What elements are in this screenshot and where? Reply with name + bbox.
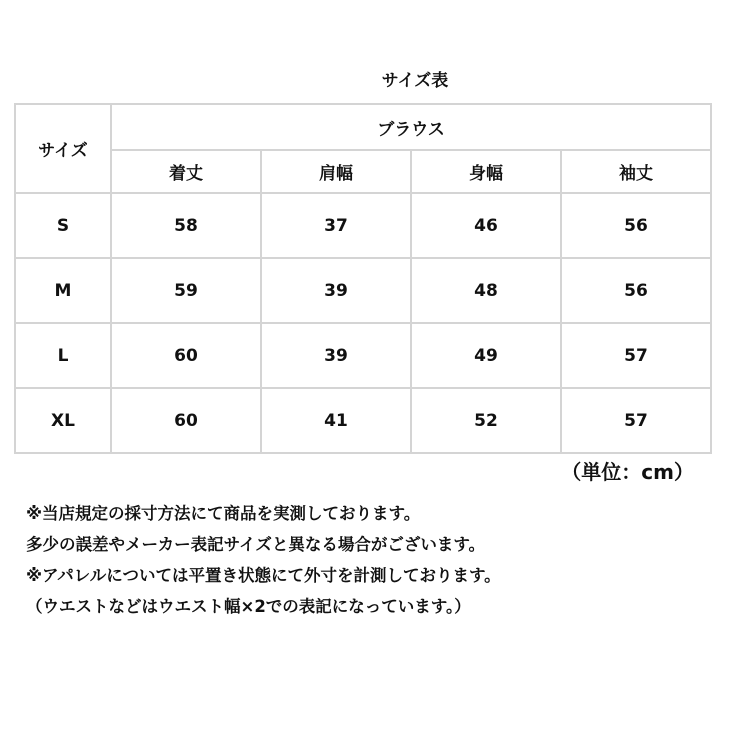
table-cell: 39 <box>261 323 411 388</box>
table-cell: 59 <box>111 258 261 323</box>
column-header-sleeve: 袖丈 <box>561 150 711 193</box>
note-line: ※当店規定の採寸方法にて商品を実測しております。 <box>26 504 421 523</box>
table-cell: 37 <box>261 193 411 258</box>
table-cell: 49 <box>411 323 561 388</box>
table-cell: 39 <box>261 258 411 323</box>
note-line: （ウエストなどはウエスト幅×2での表記になっています。） <box>26 597 471 616</box>
table-cell: 58 <box>111 193 261 258</box>
size-table <box>14 103 712 454</box>
column-header-shoulder: 肩幅 <box>261 150 411 193</box>
table-row <box>15 323 711 388</box>
table-cell: 41 <box>261 388 411 453</box>
note-line: 多少の誤差やメーカー表記サイズと異なる場合がございます。 <box>26 535 486 554</box>
table-cell: 56 <box>561 258 711 323</box>
page-title: サイズ表 <box>381 71 449 91</box>
note-line: ※アパレルについては平置き状態にて外寸を計測しております。 <box>26 566 501 585</box>
table-header-row <box>15 104 711 150</box>
column-header-chest: 身幅 <box>411 150 561 193</box>
size-label: S <box>15 193 111 258</box>
table-row <box>15 388 711 453</box>
column-header-length: 着丈 <box>111 150 261 193</box>
size-label: M <box>15 258 111 323</box>
unit-label: （単位：cm） <box>561 460 694 484</box>
table-row <box>15 193 711 258</box>
table-cell: 57 <box>561 388 711 453</box>
size-label: XL <box>15 388 111 453</box>
table-cell: 60 <box>111 388 261 453</box>
table-subheader-row <box>15 150 711 193</box>
table-cell: 46 <box>411 193 561 258</box>
table-cell: 56 <box>561 193 711 258</box>
size-label: L <box>15 323 111 388</box>
table-cell: 57 <box>561 323 711 388</box>
table-row <box>15 258 711 323</box>
notes <box>26 498 501 622</box>
table-cell: 52 <box>411 388 561 453</box>
size-column-header: サイズ <box>15 104 111 193</box>
table-cell: 60 <box>111 323 261 388</box>
group-header: ブラウス <box>111 104 711 150</box>
table-cell: 48 <box>411 258 561 323</box>
